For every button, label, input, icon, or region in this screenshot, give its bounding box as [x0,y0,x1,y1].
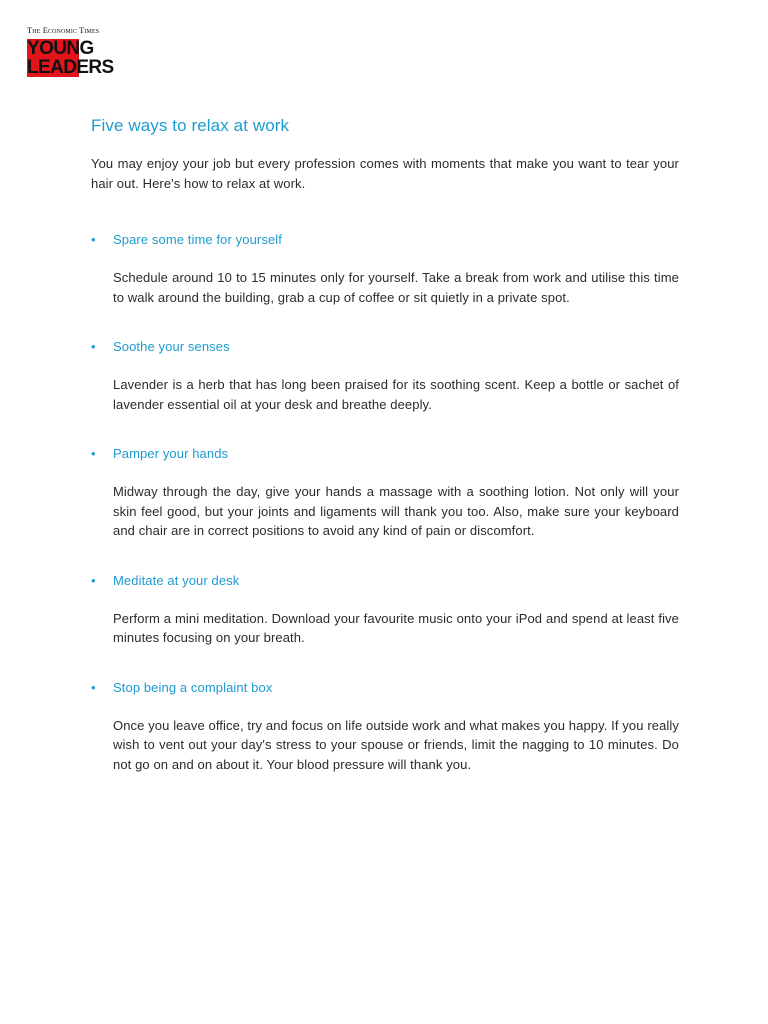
logo-line-young: YOUNG [27,38,94,59]
tip-heading-text: Pamper your hands [113,446,229,461]
bullet-icon: • [91,232,96,247]
article-intro: You may enjoy your job but every profession comes with moments that make you want to tear your hair out. Here's how to relax at work. [91,156,679,191]
tip-item [91,571,679,648]
tip-heading-text: Spare some time for yourself [113,232,282,247]
tip-body: Midway through the day, give your hands a massage with a soothing lotion. Not only will your skin feel good, but your joints and ligaments will thank you too. Also, make sure your keyboard and chair are in correct positions to avoid any kind of pain or discomfort. [113,484,679,538]
tip-body: Lavender is a herb that has long been praised for its soothing scent. Keep a bottle or sachet of lavender essential oil at your desk and breathe deeply. [113,377,679,412]
tip-body: Perform a mini meditation. Download your favourite music onto your iPod and spend at least five minutes focusing on your breath. [113,610,679,645]
bullet-icon: • [91,446,96,461]
tip-heading [91,444,679,463]
tip-heading [91,230,679,249]
tip-item [91,230,679,307]
young-leaders-logo [27,25,114,78]
bullet-icon: • [91,679,96,695]
tip-heading-text: Soothe your senses [113,339,230,354]
tip-heading [91,571,679,590]
article-title: Five ways to relax at work [91,116,290,135]
tip-body: Schedule around 10 to 15 minutes only for yourself. Take a break from work and utilise this time to walk around the building, grab a cup of coffee or sit quietly in a private spot. [113,270,679,305]
article [91,114,679,774]
tip-item [91,444,679,541]
tip-item [91,678,679,775]
tip-heading-text: Meditate at your desk [113,572,240,588]
tip-item [91,337,679,414]
logo-line-leaders: LEADERS [27,57,114,78]
tip-heading [91,678,679,697]
tip-heading [91,337,679,356]
tips-list [91,230,679,774]
logo-brand [27,38,114,78]
tip-heading-text: Stop being a complaint box [113,679,273,695]
logo-masthead: The Economic Times [27,25,100,35]
tip-body: Once you leave office, try and focus on life outside work and what makes you happy. If you really wish to vent out your day's stress to your spouse or friends, limit the nagging to 10 minutes. Do not go on and on about it. Your blood pressure will thank you. [113,717,679,772]
bullet-icon: • [91,572,96,588]
bullet-icon: • [91,339,96,354]
